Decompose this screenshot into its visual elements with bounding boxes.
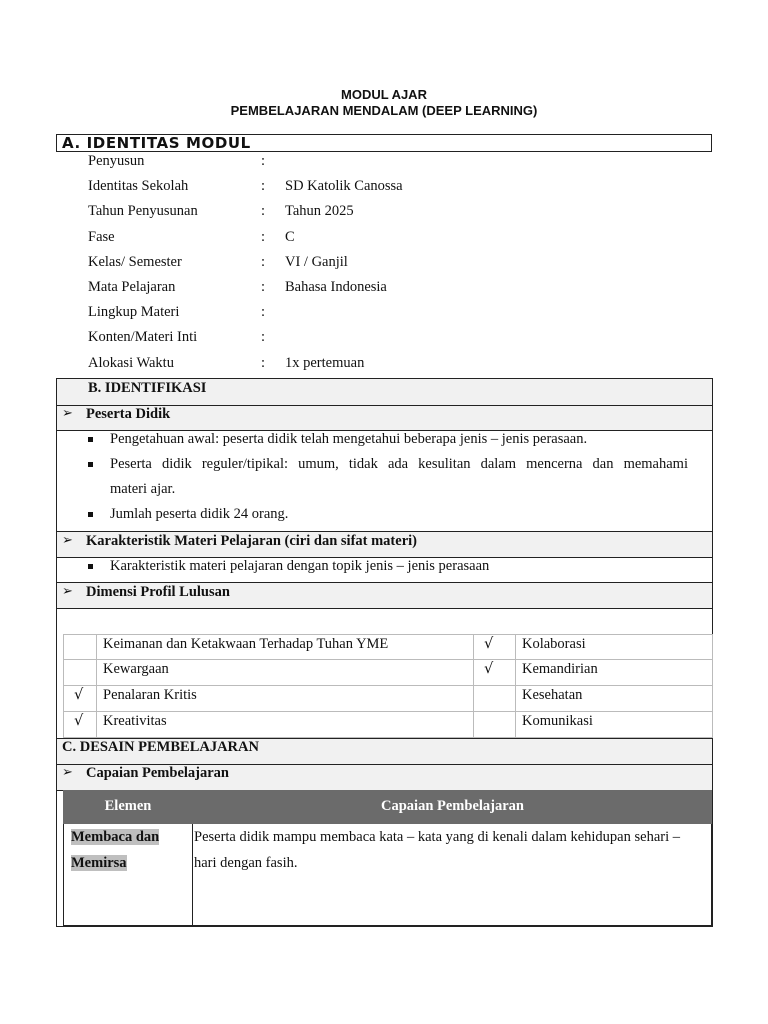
profil-label: Kemandirian — [522, 661, 598, 677]
identitas-label: Konten/Materi Inti — [88, 329, 198, 345]
profil-label: Penalaran Kritis — [103, 687, 197, 703]
profil-left-cell — [97, 686, 474, 712]
document-subtitle: PEMBELAJARAN MENDALAM (DEEP LEARNING) — [230, 103, 538, 118]
colon-separator: : — [261, 153, 266, 169]
identitas-row — [88, 329, 688, 349]
capaian-line-2: hari dengan fasih. — [194, 855, 298, 871]
colon-separator: : — [261, 304, 266, 320]
profil-left-cell — [97, 660, 474, 686]
identitas-row — [88, 153, 688, 173]
check-left-cell — [63, 686, 97, 712]
profil-label: Keimanan dan Ketakwaan Terhadap Tuhan YME — [103, 636, 389, 652]
checkmark-icon: √ — [74, 687, 84, 703]
colon-separator: : — [261, 229, 266, 245]
identitas-value: Bahasa Indonesia — [285, 279, 387, 295]
arrow-bullet-icon: ➢ — [62, 765, 73, 780]
list-item: Pengetahuan awal: peserta didik telah mengetahui beberapa jenis – jenis perasaan. — [88, 427, 688, 452]
identitas-value: SD Katolik Canossa — [285, 178, 403, 194]
table-cell-capaian — [193, 824, 712, 926]
profil-lulusan-grid — [63, 634, 713, 739]
check-right-cell — [474, 660, 516, 686]
profil-right-cell — [516, 634, 713, 660]
profil-label: Kewargaan — [103, 661, 169, 677]
list-item: Jumlah peserta didik 24 orang. — [88, 502, 688, 527]
square-bullet-icon — [88, 437, 93, 442]
identitas-label: Alokasi Waktu — [88, 355, 174, 371]
identitas-label: Penyusun — [88, 153, 145, 169]
colon-separator: : — [261, 254, 266, 270]
identitas-label: Tahun Penyusunan — [88, 203, 198, 219]
colon-separator: : — [261, 279, 266, 295]
identitas-row — [88, 355, 688, 375]
identitas-label: Fase — [88, 229, 115, 245]
identitas-value: 1x pertemuan — [285, 355, 365, 371]
profil-label: Kolaborasi — [522, 636, 586, 652]
square-bullet-icon — [88, 564, 93, 569]
arrow-bullet-icon: ➢ — [62, 584, 73, 599]
checkmark-icon: √ — [484, 661, 494, 677]
arrow-bullet-icon: ➢ — [62, 406, 73, 421]
elemen-line-2: Memirsa — [71, 855, 127, 871]
colon-separator: : — [261, 178, 266, 194]
table-header-elemen: Elemen — [63, 790, 193, 824]
checkmark-icon: √ — [74, 713, 84, 729]
table-cell-elemen — [63, 824, 193, 926]
identitas-row — [88, 229, 688, 249]
document-title: MODUL AJAR — [341, 87, 427, 102]
identitas-label: Mata Pelajaran — [88, 279, 176, 295]
checkmark-icon: √ — [484, 636, 494, 652]
profil-label: Komunikasi — [522, 713, 593, 729]
section-c-heading: C. DESAIN PEMBELAJARAN — [62, 739, 259, 755]
identitas-row — [88, 203, 688, 223]
section-a-heading: A. IDENTITAS MODUL — [62, 134, 251, 152]
list-item: Peserta didik reguler/tipikal: umum, tidak ada kesulitan dalam mencerna dan memahami — [88, 452, 688, 477]
check-left-cell — [63, 660, 97, 686]
profil-label: Kesehatan — [522, 687, 583, 703]
check-left-cell — [63, 634, 97, 660]
check-right-cell — [474, 634, 516, 660]
capaian-line-1: Peserta didik mampu membaca kata – kata yang di kenali dalam kehidupan sehari – — [194, 829, 680, 845]
capaian-heading: Capaian Pembelajaran — [86, 765, 229, 781]
profil-left-cell — [97, 634, 474, 660]
profil-label: Kreativitas — [103, 713, 167, 729]
check-left-cell — [63, 712, 97, 738]
karakteristik-heading: Karakteristik Materi Pelajaran (ciri dan sifat materi) — [86, 533, 417, 549]
identitas-value: Tahun 2025 — [285, 203, 354, 219]
peserta-heading: Peserta Didik — [86, 406, 171, 422]
identitas-label: Kelas/ Semester — [88, 254, 182, 270]
identitas-label: Identitas Sekolah — [88, 178, 189, 194]
profil-right-cell — [516, 686, 713, 712]
list-item: Karakteristik materi pelajaran dengan topik jenis – jenis perasaan — [88, 554, 688, 579]
profil-right-cell — [516, 712, 713, 738]
colon-separator: : — [261, 203, 266, 219]
elemen-line-1: Membaca dan — [71, 829, 160, 845]
identitas-label: Lingkup Materi — [88, 304, 180, 320]
profil-left-cell — [97, 712, 474, 738]
identitas-value: C — [285, 229, 295, 245]
square-bullet-icon — [88, 512, 93, 517]
divider — [56, 608, 713, 609]
check-right-cell — [474, 712, 516, 738]
identitas-value: VI / Ganjil — [285, 254, 348, 270]
identitas-row — [88, 279, 688, 299]
square-bullet-icon — [88, 462, 93, 467]
identitas-row — [88, 304, 688, 324]
check-right-cell — [474, 686, 516, 712]
identitas-row — [88, 254, 688, 274]
list-item-continuation: materi ajar. — [110, 481, 176, 497]
colon-separator: : — [261, 329, 266, 345]
dimensi-heading: Dimensi Profil Lulusan — [86, 584, 230, 600]
identitas-row — [88, 178, 688, 198]
section-b-heading: B. IDENTIFIKASI — [88, 380, 207, 396]
arrow-bullet-icon: ➢ — [62, 533, 73, 548]
profil-right-cell — [516, 660, 713, 686]
colon-separator: : — [261, 355, 266, 371]
table-header-capaian: Capaian Pembelajaran — [193, 790, 712, 824]
